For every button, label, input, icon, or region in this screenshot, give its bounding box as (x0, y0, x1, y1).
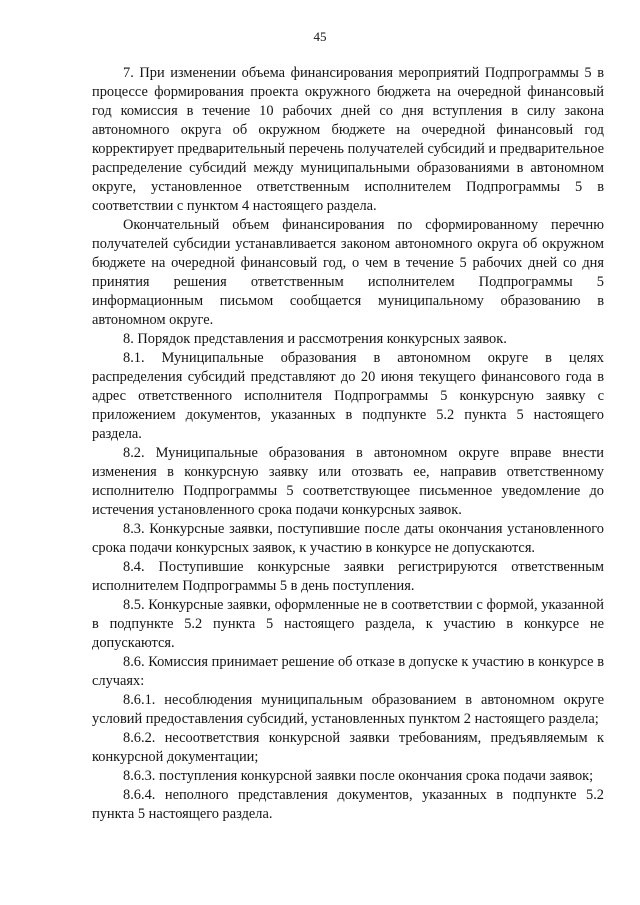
document-body (92, 64, 604, 824)
paragraph-8-2: 8.2. Муниципальные образования в автономном округе вправе внести изменения в конкурсную заявку или отозвать ее, направив ответственному исполнителю Подпрограммы 5 соответствующее письменное уведомление до истечения установленного срока подачи конкурсных заявок. (92, 445, 604, 518)
paragraph-8-5: 8.5. Конкурсные заявки, оформленные не в соответствии с формой, указанной в подпункте 5.2 пункта 5 настоящего раздела, к участию в конкурсе не допускаются. (92, 597, 604, 651)
paragraph-8-4: 8.4. Поступившие конкурсные заявки регистрируются ответственным исполнителем Подпрограммы 5 в день поступления. (92, 559, 604, 594)
paragraph-8-6-3: 8.6.3. поступления конкурсной заявки после окончания срока подачи заявок; (123, 768, 594, 784)
paragraph-final-amount: Окончательный объем финансирования по сформированному перечню получателей субсидии устанавливается законом автономного округа об окружном бюджете на очередной финансовый год, о чем в течение 5 рабочих дней со дня принятия решения ответственным исполнителем Подпрограммы 5 информационным письмом сообщается муниципальному образованию в автономном округе. (92, 217, 604, 328)
paragraph-8-6-1: 8.6.1. несоблюдения муниципальным образованием в автономном округе условий предоставления субсидий, установленных пунктом 2 настоящего раздела; (92, 692, 604, 727)
paragraph-8-6: 8.6. Комиссия принимает решение об отказе в допуске к участию в конкурсе в случаях: (92, 654, 604, 689)
paragraph-8-6-2: 8.6.2. несоответствия конкурсной заявки требованиям, предъявляемым к конкурсной документации; (92, 730, 604, 765)
paragraph-8: 8. Порядок представления и рассмотрения конкурсных заявок. (123, 331, 507, 347)
paragraph-8-3: 8.3. Конкурсные заявки, поступившие после даты окончания установленного срока подачи конкурсных заявок, к участию в конкурсе не допускаются. (92, 521, 604, 556)
paragraph-7: 7. При изменении объема финансирования мероприятий Подпрограммы 5 в процессе формирования проекта окружного бюджета на очередной финансовый год комиссия в течение 10 рабочих дней со дня вступления в силу закона автономного округа об окружном бюджете на очередной финансовый год корректирует предварительный перечень получателей субсидий и предварительное распределение субсидий между муниципальными образованиями в автономном округе, установленное ответственным исполнителем Подпрограммы 5 в соответствии с пунктом 4 настоящего раздела. (92, 65, 604, 214)
paragraph-8-6-4: 8.6.4. неполного представления документов, указанных в подпункте 5.2 пункта 5 настоящего раздела. (92, 787, 604, 822)
page-number: 45 (313, 29, 327, 44)
paragraph-8-1: 8.1. Муниципальные образования в автономном округе в целях распределения субсидий представляют до 20 июня текущего финансового года в адрес ответственного исполнителя Подпрограммы 5 конкурсную заявку с приложением документов, указанных в подпункте 5.2 пункта 5 настоящего раздела. (92, 350, 604, 442)
